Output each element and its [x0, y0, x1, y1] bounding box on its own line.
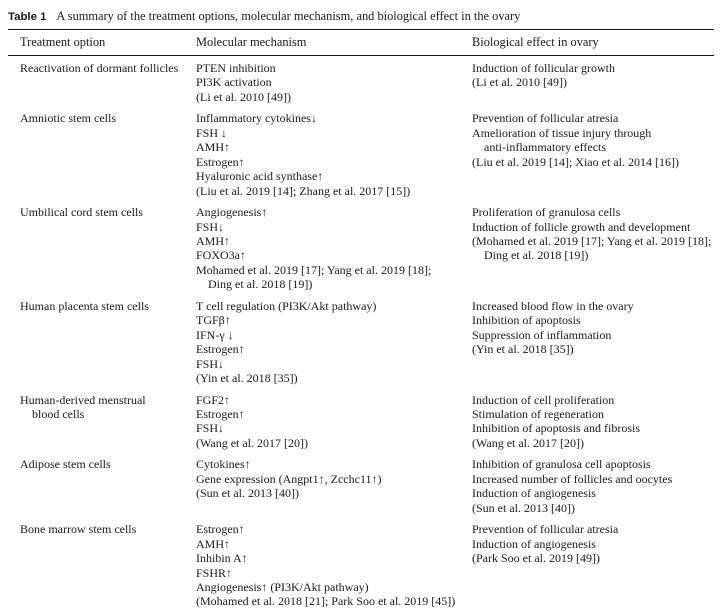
- effect-line: Proliferation of granulosa cells: [472, 205, 621, 220]
- treatment-cell: [8, 201, 196, 295]
- effect-line: (Park Soo et al. 2019 [49]): [472, 551, 600, 566]
- effect-cell: [472, 295, 714, 389]
- table-row: [8, 453, 714, 518]
- effect-line: Increased blood flow in the ovary: [472, 298, 634, 313]
- effect-cell: [472, 389, 714, 454]
- mechanism-line: PI3K activation: [196, 75, 272, 90]
- mechanism-line: Inflammatory cytokines↓: [196, 111, 317, 126]
- table-title: A summary of the treatment options, molecular mechanism, and biological effect in the ovary: [56, 9, 521, 23]
- table-label: Table 1: [8, 11, 47, 23]
- treatment-line: Human-derived menstrual: [20, 392, 146, 407]
- mechanism-cell: [196, 295, 472, 389]
- treatment-cell: [8, 58, 196, 107]
- effect-line: Prevention of follicular atresia: [472, 522, 619, 537]
- mechanism-line: FGF2↑: [196, 392, 231, 407]
- mechanism-line: Angiogenesis↑: [196, 205, 268, 220]
- mechanism-line: Estrogen↑: [196, 154, 245, 169]
- effect-line: Induction of angiogenesis: [472, 536, 596, 551]
- treatment-line: blood cells: [32, 406, 85, 421]
- table-caption: [8, 6, 714, 26]
- header-rule: [8, 55, 714, 56]
- mechanism-line: FOXO3a↑: [196, 248, 246, 263]
- effect-line: (Yin et al. 2018 [35]): [472, 342, 574, 357]
- table-row: [8, 389, 714, 454]
- effect-line: Induction of cell proliferation: [472, 392, 615, 407]
- effect-line: anti-inflammatory effects: [484, 140, 607, 155]
- mechanism-cell: [196, 453, 472, 518]
- mechanism-line: Cytokines↑: [196, 457, 251, 472]
- effect-line: Inhibition of apoptosis: [472, 313, 581, 328]
- effect-cell: [472, 107, 714, 201]
- treatment-line: Reactivation of dormant follicles: [20, 61, 179, 75]
- mechanism-line: TGFβ↑: [196, 313, 231, 328]
- effect-line: Inhibition of apoptosis and fibrosis: [472, 421, 640, 436]
- effect-line: Amelioration of tissue injury through: [472, 125, 652, 140]
- effect-line: Ding et al. 2018 [19]): [484, 248, 589, 263]
- mechanism-line: Ding et al. 2018 [19]): [208, 277, 313, 292]
- treatment-line: Bone marrow stem cells: [20, 522, 137, 537]
- treatment-cell: [8, 453, 196, 518]
- mechanism-line: FSH↓: [196, 356, 225, 371]
- mechanism-cell: [196, 201, 472, 295]
- effect-line: Prevention of follicular atresia: [472, 111, 619, 126]
- mechanism-line: Gene expression (Angpt1↑, Zcchc11↑): [196, 471, 382, 486]
- mechanism-cell: [196, 389, 472, 454]
- mechanism-line: AMH↑: [196, 233, 231, 248]
- treatment-line: Human placenta stem cells: [20, 298, 149, 313]
- mechanism-cell: [196, 107, 472, 201]
- effect-line: Induction of angiogenesis: [472, 486, 596, 501]
- top-rule: [8, 29, 714, 30]
- mechanism-line: AMH↑: [196, 140, 231, 155]
- effect-line: Induction of follicular growth: [472, 61, 615, 75]
- mechanism-line: Estrogen↑: [196, 342, 245, 357]
- mechanism-line: Hyaluronic acid synthase↑: [196, 169, 324, 184]
- mechanism-line: AMH↑: [196, 536, 231, 551]
- mechanism-line: FSH↓: [196, 219, 225, 234]
- effect-line: (Li et al. 2010 [49]): [472, 75, 567, 90]
- mechanism-line: (Mohamed et al. 2018 [21]; Park Soo et al. 2019 [45]): [196, 594, 456, 609]
- treatment-cell: [8, 107, 196, 201]
- treatment-line: Umbilical cord stem cells: [20, 205, 143, 220]
- header-treatment-option: Treatment option: [20, 35, 106, 49]
- table-row: [8, 58, 714, 107]
- table-row: [8, 107, 714, 201]
- effect-line: Stimulation of regeneration: [472, 406, 604, 421]
- effect-line: Increased number of follicles and oocytes: [472, 471, 673, 486]
- treatment-cell: [8, 295, 196, 389]
- mechanism-line: (Yin et al. 2018 [35]): [196, 371, 298, 386]
- treatment-cell: [8, 518, 196, 612]
- effect-line: (Mohamed et al. 2019 [17]; Yang et al. 2019 [18];: [472, 233, 712, 248]
- mechanism-line: (Sun et al. 2013 [40]): [196, 486, 299, 501]
- mechanism-line: T cell regulation (PI3K/Akt pathway): [196, 298, 377, 313]
- treatment-line: Adipose stem cells: [20, 457, 111, 472]
- header-biological-effect: Biological effect in ovary: [472, 35, 599, 49]
- effect-cell: [472, 58, 714, 107]
- mechanism-line: Estrogen↑: [196, 406, 245, 421]
- table-body: [8, 58, 714, 612]
- mechanism-line: FSHR↑: [196, 565, 233, 580]
- mechanism-line: PTEN inhibition: [196, 61, 276, 75]
- mechanism-line: Angiogenesis↑ (PI3K/Akt pathway): [196, 579, 369, 594]
- treatment-table: [8, 58, 714, 612]
- table-row: [8, 518, 714, 612]
- mechanism-line: Estrogen↑: [196, 522, 245, 537]
- mechanism-line: FSH↓: [196, 421, 225, 436]
- effect-line: Inhibition of granulosa cell apoptosis: [472, 457, 651, 472]
- mechanism-line: Mohamed et al. 2019 [17]; Yang et al. 2019 [18];: [196, 262, 432, 277]
- effect-cell: [472, 453, 714, 518]
- header-molecular-mechanism: Molecular mechanism: [196, 35, 307, 49]
- mechanism-cell: [196, 518, 472, 612]
- effect-line: (Liu et al. 2019 [14]; Xiao et al. 2014 [16]): [472, 154, 679, 169]
- table-row: [8, 201, 714, 295]
- effect-line: Suppression of inflammation: [472, 327, 612, 342]
- effect-line: Induction of follicle growth and development: [472, 219, 691, 234]
- mechanism-line: IFN-γ ↓: [196, 327, 234, 342]
- effect-cell: [472, 518, 714, 612]
- mechanism-cell: [196, 58, 472, 107]
- mechanism-line: FSH ↓: [196, 125, 228, 140]
- effect-cell: [472, 201, 714, 295]
- effect-line: (Sun et al. 2013 [40]): [472, 500, 575, 515]
- mechanism-line: (Li et al. 2010 [49]): [196, 89, 291, 104]
- treatment-line: Amniotic stem cells: [20, 111, 116, 126]
- treatment-cell: [8, 389, 196, 454]
- mechanism-line: (Wang et al. 2017 [20]): [196, 435, 308, 450]
- mechanism-line: Inhibin A↑: [196, 551, 248, 566]
- effect-line: (Wang et al. 2017 [20]): [472, 435, 584, 450]
- table-row: [8, 295, 714, 389]
- mechanism-line: (Liu et al. 2019 [14]; Zhang et al. 2017 [15]): [196, 183, 411, 198]
